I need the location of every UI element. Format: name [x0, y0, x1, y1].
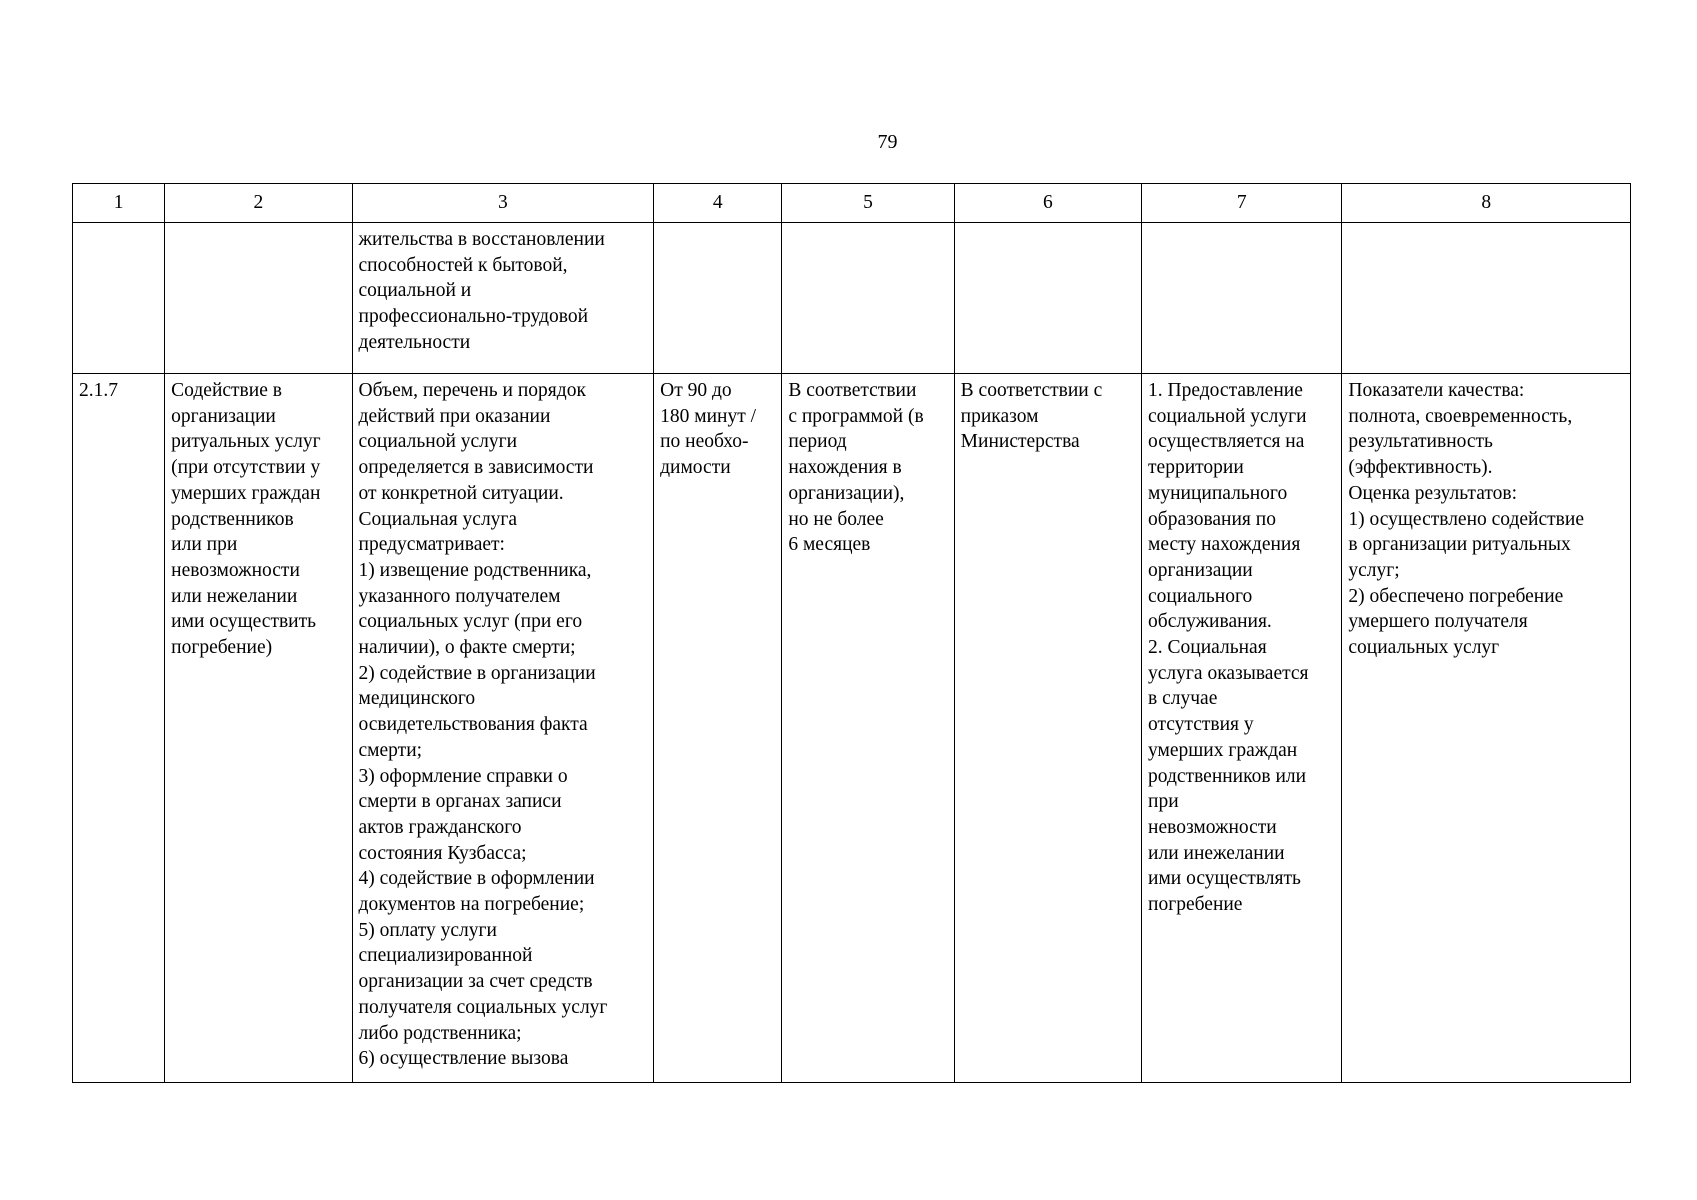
- text-line: но не более: [788, 508, 884, 530]
- text-line: территории: [1148, 457, 1244, 479]
- text-line: ими осуществлять: [1148, 868, 1301, 890]
- text-line: определяется в зависимости: [358, 457, 594, 479]
- text-line: ритуальных услуг: [171, 431, 321, 453]
- text-line: умерших граждан: [1148, 739, 1298, 761]
- services-table: [72, 183, 1631, 1083]
- text-line: полнота, своевременность,: [1348, 405, 1573, 427]
- cell-description-continuation: [352, 223, 654, 374]
- text-line: социальной услуги: [358, 431, 518, 453]
- text-line: социальных услуг (при его: [358, 611, 583, 633]
- cell-empty: [1142, 223, 1342, 374]
- text-line: Оценка результатов:: [1348, 482, 1517, 504]
- text-line: 5) оплату услуги: [358, 919, 497, 941]
- text-line: актов гражданского: [358, 816, 522, 838]
- text-line: организации),: [788, 482, 905, 504]
- text-line: по необхо-: [660, 431, 749, 453]
- cell-row-number: 2.1.7: [73, 374, 165, 1083]
- text-line: умерших граждан: [171, 482, 321, 504]
- text-line: 2) обеспечено погребение: [1348, 585, 1564, 607]
- text-line: результативность: [1348, 431, 1493, 453]
- text-line: либо родственника;: [358, 1022, 522, 1044]
- page-number: 79: [877, 131, 898, 153]
- text-line: социальной услуги: [1148, 405, 1307, 427]
- text-line: социальных услуг: [1348, 637, 1500, 659]
- text-line: документов на погребение;: [358, 894, 585, 916]
- text-line: В соответствии с: [960, 380, 1103, 401]
- text-line: состояния Кузбасса;: [358, 842, 527, 864]
- cell-service-description: [352, 374, 654, 1083]
- column-header-1: 1: [73, 184, 165, 223]
- cell-service-period: [782, 374, 954, 1083]
- cell-empty: [73, 223, 165, 374]
- text-line: 1) осуществлено содействие: [1348, 508, 1584, 530]
- text-line: деятельности: [358, 331, 471, 353]
- text-line: невозможности: [171, 559, 300, 581]
- column-header-6: 6: [954, 184, 1141, 223]
- text-line: 2. Социальная: [1148, 637, 1267, 659]
- column-header-7: 7: [1142, 184, 1342, 223]
- text-line: предусматривает:: [358, 534, 505, 556]
- column-header-5: 5: [782, 184, 954, 223]
- text-line: невозможности: [1148, 816, 1277, 838]
- text-line: месту нахождения: [1148, 534, 1301, 556]
- text-line: Министерства: [960, 431, 1080, 453]
- text-line: Показатели качества:: [1348, 380, 1525, 401]
- text-line: при: [1148, 791, 1179, 813]
- text-line: 3) оформление справки о: [358, 765, 568, 787]
- column-header-8: 8: [1342, 184, 1631, 223]
- text-line: 6 месяцев: [788, 534, 871, 556]
- text-line: 4) содействие в оформлении: [358, 868, 595, 890]
- cell-empty: [654, 223, 782, 374]
- text-line: в организации ритуальных: [1348, 534, 1571, 556]
- text-line: (эффективность).: [1348, 457, 1493, 479]
- text-line: получателя социальных услуг: [358, 996, 608, 1018]
- text-line: способностей к бытовой,: [358, 254, 568, 276]
- text-line: наличии), о факте смерти;: [358, 637, 576, 659]
- text-line: Объем, перечень и порядок: [358, 380, 586, 401]
- text-line: 180 минут /: [660, 405, 757, 427]
- text-line: организации: [171, 405, 276, 427]
- text-line: профессионально-трудовой: [358, 306, 589, 328]
- text-line: социального: [1148, 585, 1253, 607]
- text-line: образования по: [1148, 508, 1276, 530]
- text-line: услуг;: [1348, 559, 1400, 581]
- text-line: (при отсутствии у: [171, 457, 321, 479]
- cell-empty: [954, 223, 1141, 374]
- text-line: специализированной: [358, 945, 533, 967]
- text-line: с программой (в: [788, 405, 924, 427]
- text-line: обслуживания.: [1148, 611, 1272, 633]
- text-line: или инежелании: [1148, 842, 1285, 864]
- text-line: осуществляется на: [1148, 431, 1305, 453]
- text-line: или при: [171, 534, 238, 556]
- text-line: организации за счет средств: [358, 971, 593, 993]
- column-header-4: 4: [654, 184, 782, 223]
- text-line: нахождения в: [788, 457, 902, 479]
- column-header-2: 2: [165, 184, 352, 223]
- text-line: 1. Предоставление: [1148, 380, 1303, 401]
- text-line: период: [788, 431, 847, 453]
- text-line: указанного получателем: [358, 585, 561, 607]
- text-line: родственников: [171, 508, 294, 530]
- text-line: 2) содействие в организации: [358, 662, 596, 684]
- text-line: погребение): [171, 637, 273, 659]
- table-row-2-1-7: [73, 374, 1631, 1083]
- cell-service-name: [165, 374, 352, 1083]
- text-line: в случае: [1148, 688, 1218, 710]
- text-line: действий при оказании: [358, 405, 551, 427]
- text-line: медицинского: [358, 688, 476, 710]
- text-line: От 90 до: [660, 380, 732, 401]
- text-line: освидетельствования факта: [358, 714, 588, 736]
- text-line: услуга оказывается: [1148, 662, 1309, 684]
- text-line: Социальная услуга: [358, 508, 518, 530]
- column-header-3: 3: [352, 184, 654, 223]
- text-line: 1) извещение родственника,: [358, 559, 592, 581]
- text-line: смерти в органах записи: [358, 791, 562, 813]
- cell-service-time: [654, 374, 782, 1083]
- text-line: социальной и: [358, 280, 472, 302]
- text-line: организации: [1148, 559, 1253, 581]
- text-line: 6) осуществление вызова: [358, 1048, 569, 1070]
- cell-service-conditions: [1142, 374, 1342, 1083]
- text-line: жительства в восстановлении: [358, 229, 605, 250]
- cell-empty: [782, 223, 954, 374]
- text-line: приказом: [960, 405, 1039, 427]
- cell-empty: [1342, 223, 1631, 374]
- text-line: Содействие в: [171, 380, 282, 401]
- table-header-row: [73, 184, 1631, 223]
- table-row-continuation: [73, 223, 1631, 374]
- text-line: от конкретной ситуации.: [358, 482, 564, 504]
- text-line: или нежелании: [171, 585, 298, 607]
- text-line: умершего получателя: [1348, 611, 1528, 633]
- text-line: ими осуществить: [171, 611, 317, 633]
- text-line: муниципального: [1148, 482, 1288, 504]
- text-line: смерти;: [358, 739, 423, 761]
- text-line: димости: [660, 457, 731, 479]
- cell-empty: [165, 223, 352, 374]
- cell-quality-indicators: [1342, 374, 1631, 1083]
- text-line: родственников или: [1148, 765, 1307, 787]
- text-line: В соответствии: [788, 380, 917, 401]
- text-line: отсутствия у: [1148, 714, 1254, 736]
- cell-service-cost: [954, 374, 1141, 1083]
- text-line: погребение: [1148, 894, 1243, 916]
